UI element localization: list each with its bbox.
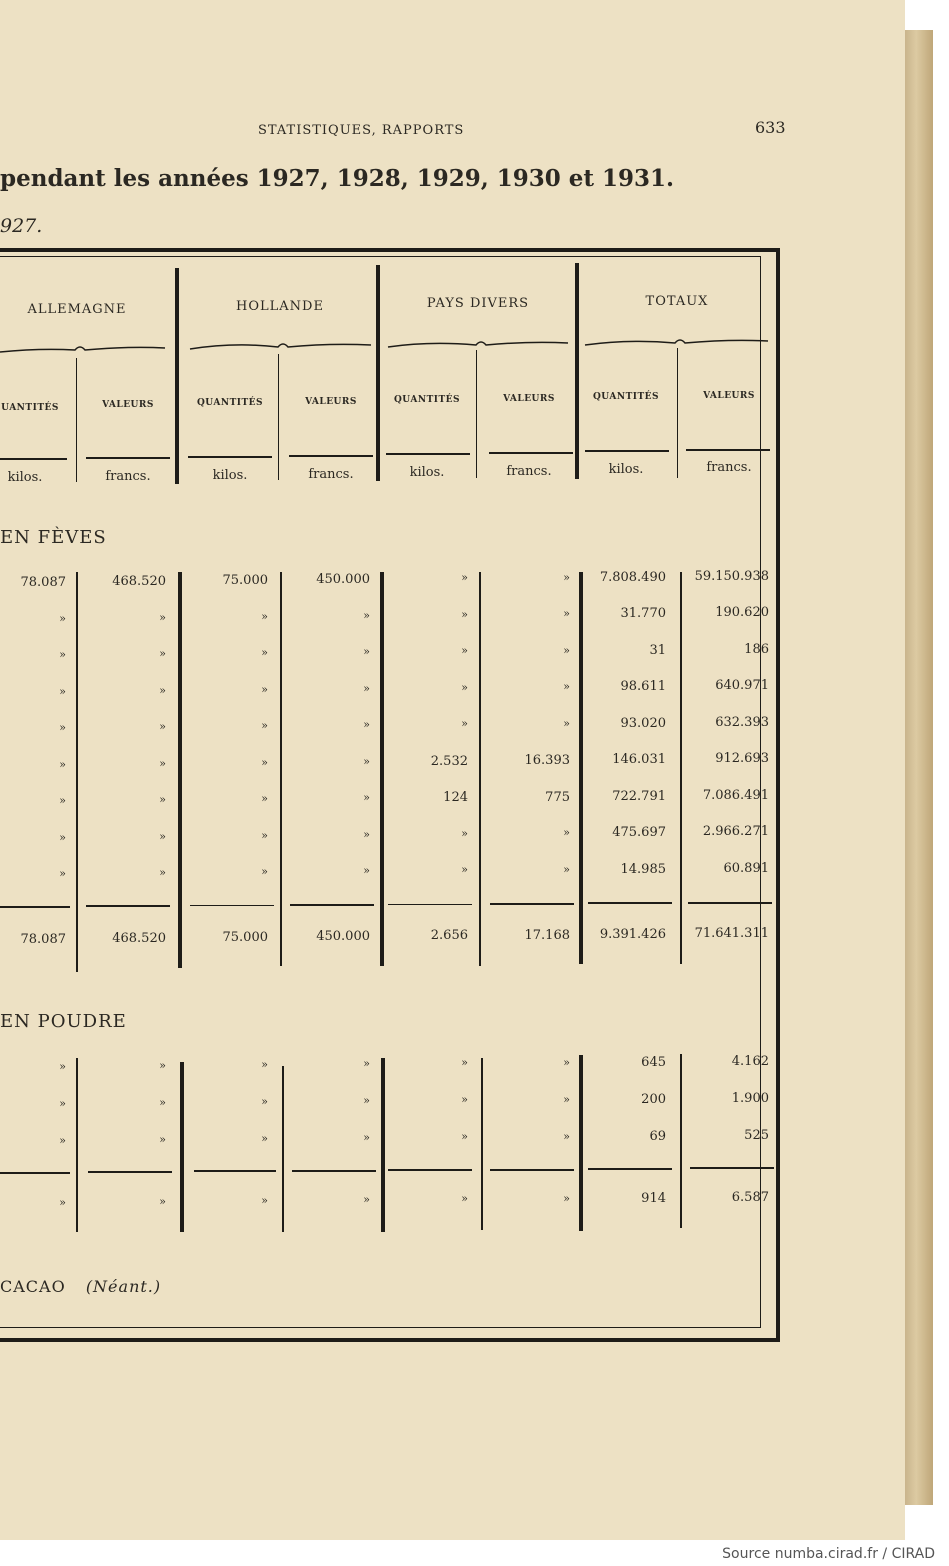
feves-cell: » [159, 610, 166, 624]
poudre-total-cell: » [159, 1195, 166, 1209]
feves-cell: » [261, 609, 268, 623]
poudre-cell: 4.162 [731, 1053, 769, 1069]
sum-rule [588, 902, 672, 904]
unit-rule [686, 449, 770, 451]
sum-rule [86, 905, 170, 907]
poudre-total-cell: 914 [641, 1190, 666, 1206]
feves-cell: » [461, 644, 468, 658]
unit-kilos: kilos. [7, 470, 43, 485]
page-title: pendant les années 1927, 1928, 1929, 1930 et 1931. [0, 165, 675, 192]
feves-total-cell: 71.641.311 [694, 925, 769, 941]
poudre-cell: 645 [641, 1054, 666, 1070]
feves-cell: 190.620 [715, 605, 769, 621]
feves-total-cell: 17.168 [524, 927, 570, 943]
feves-cell: » [461, 571, 468, 585]
feves-total-cell: 9.391.426 [599, 926, 666, 942]
column-divider [278, 354, 279, 480]
feves-cell: » [363, 608, 370, 622]
feves-cell: » [59, 721, 66, 734]
header-braces [0, 338, 780, 358]
country-allemagne: ALLEMAGNE [27, 302, 127, 317]
sum-rule [0, 906, 70, 908]
sum-rule [292, 1170, 376, 1172]
feves-cell: » [59, 830, 66, 844]
poudre-cell: » [363, 1094, 370, 1108]
cacao-label: CACAO [0, 1277, 66, 1296]
feves-cell: » [563, 607, 570, 620]
feves-cell: 7.808.490 [599, 569, 666, 585]
section-feves: EN FÈVES [0, 527, 107, 548]
poudre-cell: » [59, 1097, 66, 1110]
source-credit: Source numba.cirad.fr / CIRAD [722, 1546, 935, 1562]
sum-rule [190, 905, 274, 906]
feves-cell: » [461, 680, 468, 694]
feves-total-cell: 78.087 [20, 932, 66, 947]
feves-total-cell: 450.000 [316, 929, 370, 945]
country-hollande: HOLLANDE [236, 299, 324, 314]
feves-cell: » [261, 682, 268, 696]
feves-cell: » [159, 720, 166, 734]
subheader-quantites: QUANTITÉS [196, 398, 264, 408]
feves-cell: 2.532 [430, 753, 468, 769]
feves-cell: » [261, 828, 268, 842]
unit-rule [585, 450, 669, 452]
feves-cell: 632.393 [715, 714, 769, 730]
country-divider [579, 572, 583, 964]
subheader-valeurs: VALEURS [305, 397, 357, 407]
subheader-valeurs: VALEURS [703, 391, 755, 401]
feves-cell: » [563, 716, 570, 730]
column-divider [280, 572, 282, 966]
feves-cell: » [59, 794, 66, 807]
feves-cell: » [159, 793, 166, 807]
feves-cell: » [59, 684, 66, 698]
poudre-total-cell: » [261, 1194, 268, 1208]
feves-cell: » [461, 863, 468, 877]
subheader-quantites: QUANTITÉS [393, 395, 461, 405]
country-divider [381, 1058, 385, 1232]
unit-rule [386, 453, 470, 455]
country-divider [376, 265, 380, 481]
unit-kilos: kilos. [409, 465, 445, 480]
country-divider [380, 572, 384, 966]
column-divider [282, 1066, 284, 1232]
feves-cell: 912.693 [715, 751, 769, 767]
unit-kilos: kilos. [608, 462, 644, 477]
unit-francs: francs. [706, 460, 752, 475]
feves-cell: » [159, 866, 166, 880]
sum-rule [290, 904, 374, 906]
feves-cell: » [563, 862, 570, 876]
feves-cell: 93.020 [620, 715, 666, 731]
column-divider [677, 348, 678, 478]
feves-cell: 98.611 [620, 679, 666, 695]
feves-total-cell: 468.520 [112, 931, 166, 947]
feves-cell: » [363, 681, 370, 695]
feves-cell: » [563, 643, 570, 657]
poudre-total-cell: » [363, 1193, 370, 1207]
feves-cell: » [363, 754, 370, 768]
feves-total-cell: 2.656 [430, 928, 468, 944]
sum-rule [490, 1169, 574, 1171]
feves-cell: 450.000 [316, 572, 370, 588]
country-divider [178, 572, 182, 968]
subheader-quantites-cut: UANTITÉS [1, 403, 59, 413]
unit-francs: francs. [506, 464, 552, 479]
unit-francs: francs. [308, 467, 354, 482]
sum-rule [388, 904, 472, 905]
unit-rule [188, 456, 272, 458]
feves-cell: » [363, 791, 370, 805]
subheader-valeurs: VALEURS [102, 400, 154, 410]
column-divider [476, 350, 477, 478]
poudre-cell: 1.900 [731, 1090, 769, 1106]
page-edge [905, 30, 933, 1505]
feves-cell: » [261, 792, 268, 806]
feves-cell: » [363, 827, 370, 841]
section-cacao [0, 1277, 161, 1296]
poudre-cell: 200 [641, 1091, 666, 1107]
country-divider [575, 263, 579, 479]
poudre-cell: » [59, 1060, 66, 1073]
poudre-cell: » [563, 1129, 570, 1143]
section-poudre: EN POUDRE [0, 1011, 127, 1032]
poudre-cell: » [159, 1059, 166, 1073]
feves-cell: 722.791 [612, 788, 666, 804]
sum-rule [690, 1167, 774, 1169]
feves-cell: » [261, 719, 268, 733]
sum-rule [194, 1170, 276, 1172]
column-divider [76, 572, 78, 972]
feves-cell: » [461, 826, 468, 840]
poudre-cell: » [563, 1055, 570, 1069]
feves-cell: » [563, 570, 570, 584]
feves-cell: » [563, 826, 570, 839]
feves-cell: 60.891 [723, 860, 769, 876]
column-divider [479, 572, 481, 966]
feves-cell: » [159, 756, 166, 770]
feves-cell: 124 [443, 790, 468, 806]
poudre-cell: » [461, 1056, 468, 1070]
page-number: 633 [755, 118, 786, 137]
feves-cell: » [59, 867, 66, 880]
cacao-note: (Néant.) [85, 1277, 162, 1296]
poudre-cell: » [261, 1058, 268, 1072]
feves-cell: » [261, 646, 268, 660]
feves-cell: 78.087 [20, 575, 66, 590]
feves-cell: 146.031 [612, 752, 666, 768]
sum-rule [588, 1168, 672, 1170]
feves-cell: 186 [744, 641, 769, 657]
poudre-total-cell: » [59, 1196, 66, 1209]
feves-cell: 16.393 [524, 753, 570, 768]
poudre-cell: » [159, 1096, 166, 1110]
feves-cell: » [59, 757, 66, 771]
running-title: STATISTIQUES, RAPPORTS [258, 123, 465, 138]
feves-cell: » [261, 755, 268, 769]
feves-cell: » [159, 683, 166, 697]
poudre-total-cell: » [461, 1192, 468, 1206]
sum-rule [88, 1171, 172, 1173]
poudre-total-cell: » [563, 1191, 570, 1205]
poudre-cell: 69 [649, 1128, 666, 1144]
feves-cell: » [261, 865, 268, 879]
poudre-total-cell: 6.587 [731, 1189, 769, 1205]
feves-cell: » [363, 864, 370, 878]
unit-rule [0, 458, 67, 460]
poudre-cell: » [461, 1130, 468, 1144]
feves-cell: 31.770 [620, 606, 666, 622]
sum-rule [688, 902, 772, 904]
poudre-cell: » [59, 1134, 66, 1147]
feves-cell: » [59, 611, 66, 625]
subheader-valeurs: VALEURS [503, 394, 555, 404]
feves-cell: » [159, 647, 166, 661]
feves-cell: 2.966.271 [702, 824, 769, 840]
feves-total-cell: 75.000 [222, 930, 268, 946]
unit-rule [289, 455, 373, 457]
column-divider [76, 358, 77, 482]
country-pays-divers: PAYS DIVERS [426, 296, 530, 311]
sum-rule [0, 1172, 70, 1174]
feves-cell: » [363, 718, 370, 732]
feves-cell: » [461, 717, 468, 731]
unit-rule [489, 452, 573, 454]
poudre-cell: » [363, 1131, 370, 1145]
feves-cell: 775 [545, 789, 570, 805]
poudre-cell: » [261, 1095, 268, 1109]
feves-cell: 14.985 [620, 861, 666, 877]
year-label: 927. [0, 215, 43, 237]
poudre-cell: » [563, 1092, 570, 1106]
feves-cell: » [461, 607, 468, 621]
feves-cell: 468.520 [112, 574, 166, 590]
poudre-cell: » [461, 1093, 468, 1107]
country-divider [175, 268, 179, 484]
feves-cell: 31 [649, 642, 666, 658]
subheader-quantites: QUANTITÉS [592, 392, 660, 402]
unit-rule [86, 457, 170, 459]
feves-cell: » [563, 680, 570, 693]
feves-cell: 475.697 [612, 825, 666, 841]
feves-cell: 640.971 [715, 678, 769, 694]
column-divider [680, 572, 682, 964]
unit-francs: francs. [105, 469, 151, 484]
feves-cell: 59.150.938 [694, 568, 769, 584]
sum-rule [388, 1169, 472, 1171]
feves-cell: » [59, 648, 66, 661]
sum-rule [490, 903, 574, 905]
unit-kilos: kilos. [212, 468, 248, 483]
poudre-cell: 525 [744, 1127, 769, 1143]
poudre-cell: » [363, 1057, 370, 1071]
feves-cell: » [363, 645, 370, 659]
feves-cell: 7.086.491 [702, 787, 769, 803]
poudre-cell: » [261, 1132, 268, 1146]
feves-cell: » [159, 829, 166, 843]
poudre-cell: » [159, 1133, 166, 1147]
country-totaux: TOTAUX [645, 294, 709, 309]
feves-cell: 75.000 [222, 573, 268, 589]
